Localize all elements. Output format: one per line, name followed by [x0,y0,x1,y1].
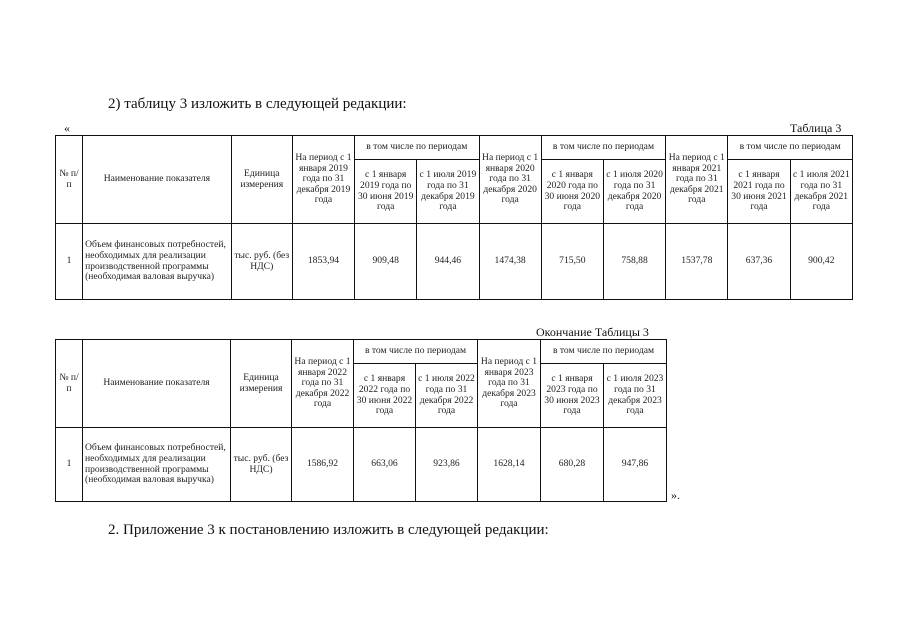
cell-2020: 1474,38 [479,224,541,300]
header-h2-2023: с 1 июля 2023 года по 31 декабря 2023 года [604,364,667,428]
header-h1-2021: с 1 января 2021 года по 30 июня 2021 года [728,160,790,224]
header-h1-2020: с 1 января 2020 года по 30 июня 2020 года [541,160,603,224]
header-incl-2022: в том числе по периодам [354,340,478,364]
cell-2023-h2: 947,86 [604,428,667,502]
header-incl-2019: в том числе по периодам [355,136,479,160]
table1-caption: Таблица 3 [790,121,842,135]
cell-2021-h2: 900,42 [790,224,852,300]
header-incl-2021: в том числе по периодам [728,136,853,160]
header-period-2019: На период с 1 января 2019 года по 31 декабря 2019 года [292,136,354,224]
cell-2022-h1: 663,06 [354,428,416,502]
header-h2-2022: с 1 июля 2022 года по 31 декабря 2022 года [416,364,478,428]
header-period-2023: На период с 1 января 2023 года по 31 декабря 2023 года [478,340,541,428]
header-num: № п/п [56,136,83,224]
header-name: Наименование показателя [83,340,231,428]
header-h2-2020: с 1 июля 2020 года по 31 декабря 2020 года [603,160,665,224]
cell-2023-h1: 680,28 [541,428,604,502]
intro-paragraph: 2) таблицу 3 изложить в следующей редакции: [108,96,407,112]
cell-2019-h2: 944,46 [417,224,479,300]
cell-2023: 1628,14 [478,428,541,502]
header-incl-2020: в том числе по периодам [541,136,665,160]
cell-2022: 1586,92 [292,428,354,502]
header-unit: Единица измерения [231,136,292,224]
header-period-2020: На период с 1 января 2020 года по 31 декабря 2020 года [479,136,541,224]
table2-caption: Окончание Таблицы 3 [536,325,649,339]
table-row [56,224,853,300]
header-unit: Единица измерения [231,340,292,428]
cell-2019: 1853,94 [292,224,354,300]
closing-quote: ». [671,488,680,502]
cell-2020-h1: 715,50 [541,224,603,300]
header-num: № п/п [56,340,83,428]
header-period-2021: На период с 1 января 2021 года по 31 декабря 2021 года [666,136,728,224]
cell-num: 1 [56,428,83,502]
cell-2021: 1537,78 [666,224,728,300]
header-h1-2023: с 1 января 2023 года по 30 июня 2023 года [541,364,604,428]
cell-unit: тыс. руб. (без НДС) [231,428,292,502]
header-h2-2019: с 1 июля 2019 года по 31 декабря 2019 года [417,160,479,224]
header-incl-2023: в том числе по периодам [541,340,667,364]
cell-2020-h2: 758,88 [603,224,665,300]
header-h1-2019: с 1 января 2019 года по 30 июня 2019 года [355,160,417,224]
header-h1-2022: с 1 января 2022 года по 30 июня 2022 года [354,364,416,428]
cell-2019-h1: 909,48 [355,224,417,300]
cell-name: Объем финансовых потребностей, необходимых для реализации производственной программы (необходимая валовая выручка) [83,224,232,300]
header-period-2022: На период с 1 января 2022 года по 31 декабря 2022 года [292,340,354,428]
cell-num: 1 [56,224,83,300]
opening-quote: « [64,121,70,135]
cell-2022-h2: 923,86 [416,428,478,502]
cell-2021-h1: 637,36 [728,224,790,300]
outro-paragraph: 2. Приложение 3 к постановлению изложить в следующей редакции: [108,522,549,538]
cell-name: Объем финансовых потребностей, необходимых для реализации производственной программы (необходимая валовая выручка) [83,428,231,502]
table-row [56,428,667,502]
header-name: Наименование показателя [83,136,232,224]
table-3-part-1 [55,135,853,300]
table-3-part-2 [55,339,667,502]
cell-unit: тыс. руб. (без НДС) [231,224,292,300]
header-h2-2021: с 1 июля 2021 года по 31 декабря 2021 года [790,160,852,224]
